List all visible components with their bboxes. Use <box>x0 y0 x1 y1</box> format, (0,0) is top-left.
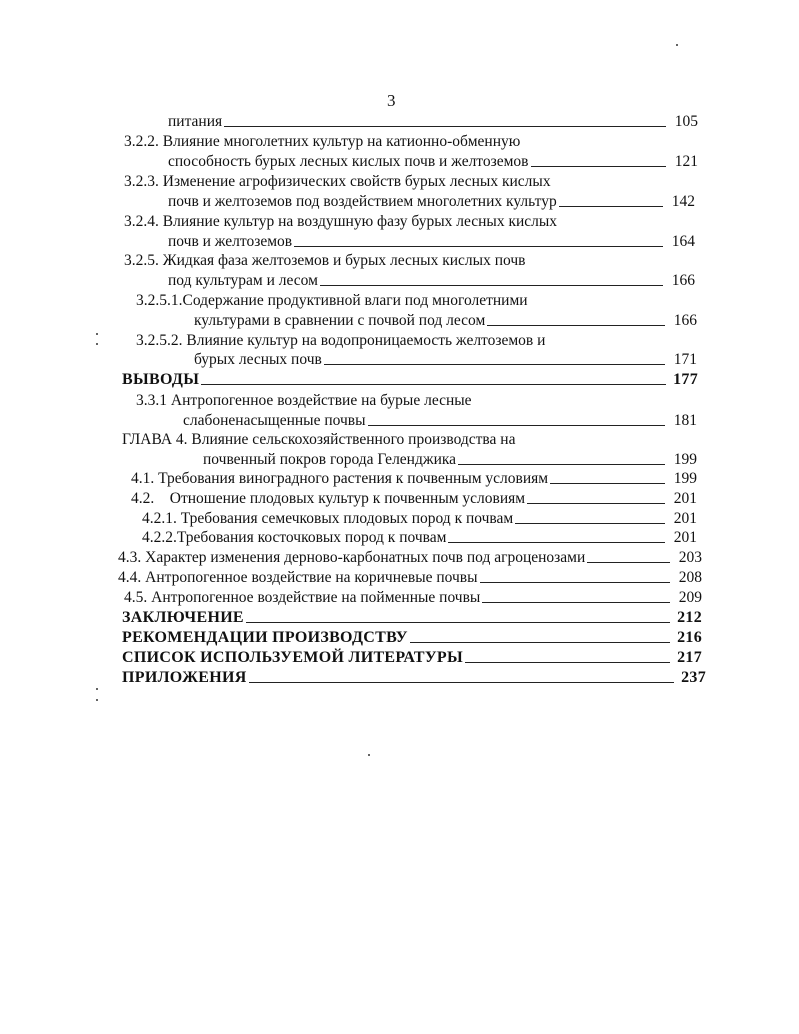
toc-entry-text: 3.2.5.1.Содержание продуктивной влаги под многолетними <box>136 292 528 309</box>
toc-entry-text: ВЫВОДЫ <box>122 371 200 388</box>
toc-entry-text: 4.2. Отношение плодовых культур к почвенным условиям <box>131 490 526 507</box>
toc-page-number: 216 <box>677 629 702 646</box>
toc-line <box>194 348 697 368</box>
toc-page-number: 164 <box>671 233 695 250</box>
toc-entry-text: 4.3. Характер изменения дерново-карбонатных почв под агроценозами <box>118 549 586 566</box>
leader-line <box>487 324 665 326</box>
toc-page-number: 166 <box>671 272 695 289</box>
toc-entry-text: 3.3.1 Антропогенное воздействие на бурые лесные <box>136 392 472 409</box>
toc-line <box>136 389 472 409</box>
toc-entry-text: 4.4. Антропогенное воздействие на коричневые почвы <box>118 569 478 586</box>
toc-line <box>136 329 545 349</box>
toc-page-number: 166 <box>673 312 697 329</box>
toc-entry-text: ЗАКЛЮЧЕНИЕ <box>122 609 244 626</box>
leader-line <box>324 363 665 365</box>
toc-line <box>168 230 695 250</box>
toc-page-number: 217 <box>677 649 702 666</box>
toc-line <box>122 606 702 626</box>
toc-entry-text: почвенный покров города Геленджика <box>203 451 457 468</box>
toc-line <box>122 626 702 646</box>
toc-page-number: 208 <box>678 569 702 586</box>
toc-page-number: 171 <box>673 351 697 368</box>
toc-entry-text: 3.2.5.2. Влияние культур на водопроницаемость желтоземов и <box>136 332 546 349</box>
leader-line <box>448 541 665 543</box>
toc-line <box>124 170 551 190</box>
leader-line <box>527 502 665 504</box>
leader-line <box>515 522 665 524</box>
toc-entry-text: почв и желтоземов <box>168 233 293 250</box>
toc-entry-text: 4.5. Антропогенное воздействие на пойменные почвы <box>124 589 481 606</box>
toc-page-number: 203 <box>678 549 702 566</box>
toc-line <box>203 448 697 468</box>
toc-line <box>168 190 695 210</box>
toc-page-number: 181 <box>673 412 697 429</box>
toc-entry-text: ПРИЛОЖЕНИЯ <box>122 669 247 686</box>
leader-line <box>201 383 666 385</box>
toc-line <box>142 507 697 527</box>
toc-entry-text: 3.2.4. Влияние культур на воздушную фазу бурых лесных кислых <box>124 213 558 230</box>
toc-entry-text: почв и желтоземов под воздействием многолетних культур <box>168 193 557 210</box>
toc-line <box>122 666 706 686</box>
toc-entry-text: 4.2.1. Требования семечковых плодовых пород к почвам <box>142 510 514 527</box>
toc-line <box>194 309 697 329</box>
toc-entry-text: бурых лесных почв <box>194 351 322 368</box>
toc-line <box>124 586 702 606</box>
toc-page-number: 201 <box>673 529 697 546</box>
toc-line <box>124 130 520 150</box>
leader-line <box>550 482 665 484</box>
toc-line <box>168 269 695 289</box>
toc-page-number: 177 <box>673 371 698 388</box>
toc-entry-text: 4.2.2.Требования косточковых пород к почвам <box>142 529 447 546</box>
toc-entry-text: РЕКОМЕНДАЦИИ ПРОИЗВОДСТВУ <box>122 629 408 646</box>
leader-line <box>458 463 665 465</box>
leader-line <box>368 424 665 426</box>
toc-line <box>131 467 697 487</box>
toc-page-number: 121 <box>674 153 698 170</box>
toc-entry-text: способность бурых лесных кислых почв и желтоземов <box>168 153 529 170</box>
toc-line <box>183 409 697 429</box>
leader-line <box>531 165 666 167</box>
toc-line <box>122 368 698 388</box>
toc-entry-text: 3.2.3. Изменение агрофизических свойств бурых лесных кислых <box>124 173 551 190</box>
toc-line <box>136 289 528 309</box>
toc-entry-text: слабоненасыщенные почвы <box>183 412 366 429</box>
leader-line <box>249 681 674 683</box>
toc-entry-text: питания <box>168 113 223 130</box>
toc-line <box>168 150 698 170</box>
toc-page-number: 237 <box>681 669 706 686</box>
toc-page-number: 142 <box>671 193 695 210</box>
leader-line <box>410 641 670 643</box>
toc-entry-text: ГЛАВА 4. Влияние сельскохозяйственного производства на <box>122 431 516 448</box>
toc-line <box>168 110 698 130</box>
toc-page-number: 199 <box>673 451 697 468</box>
toc-entry-text: СПИСОК ИСПОЛЬЗУЕМОЙ ЛИТЕРАТУРЫ <box>122 649 463 666</box>
toc-line <box>124 249 525 269</box>
toc-line <box>118 546 702 566</box>
toc-line <box>122 428 515 448</box>
leader-line <box>224 125 666 127</box>
toc-page-number: 212 <box>677 609 702 626</box>
toc-line <box>131 487 697 507</box>
toc-entry-text: 3.2.5. Жидкая фаза желтоземов и бурых лесных кислых почв <box>124 252 526 269</box>
toc-entry-text: 4.1. Требования виноградного растения к почвенным условиям <box>131 470 549 487</box>
leader-line <box>587 561 670 563</box>
toc-page-number: 201 <box>673 490 697 507</box>
toc-entry-text: культурами в сравнении с почвой под лесом <box>194 312 486 329</box>
toc-page-number: 105 <box>674 113 698 130</box>
toc-line <box>122 646 702 666</box>
toc-entry-text: под культурам и лесом <box>168 272 318 289</box>
toc-line <box>124 210 557 230</box>
toc-entry-text: 3.2.2. Влияние многолетних культур на катионно-обменную <box>124 133 521 150</box>
toc-line <box>142 526 697 546</box>
leader-line <box>559 205 663 207</box>
leader-line <box>294 245 663 247</box>
toc-line <box>118 566 702 586</box>
leader-line <box>246 621 670 623</box>
toc-page-number: 199 <box>673 470 697 487</box>
toc-page-number: 201 <box>673 510 697 527</box>
leader-line <box>480 581 670 583</box>
leader-line <box>482 601 670 603</box>
leader-line <box>465 661 670 663</box>
leader-line <box>320 284 663 286</box>
toc-page-number: 209 <box>678 589 702 606</box>
page-number: 3 <box>387 91 396 110</box>
